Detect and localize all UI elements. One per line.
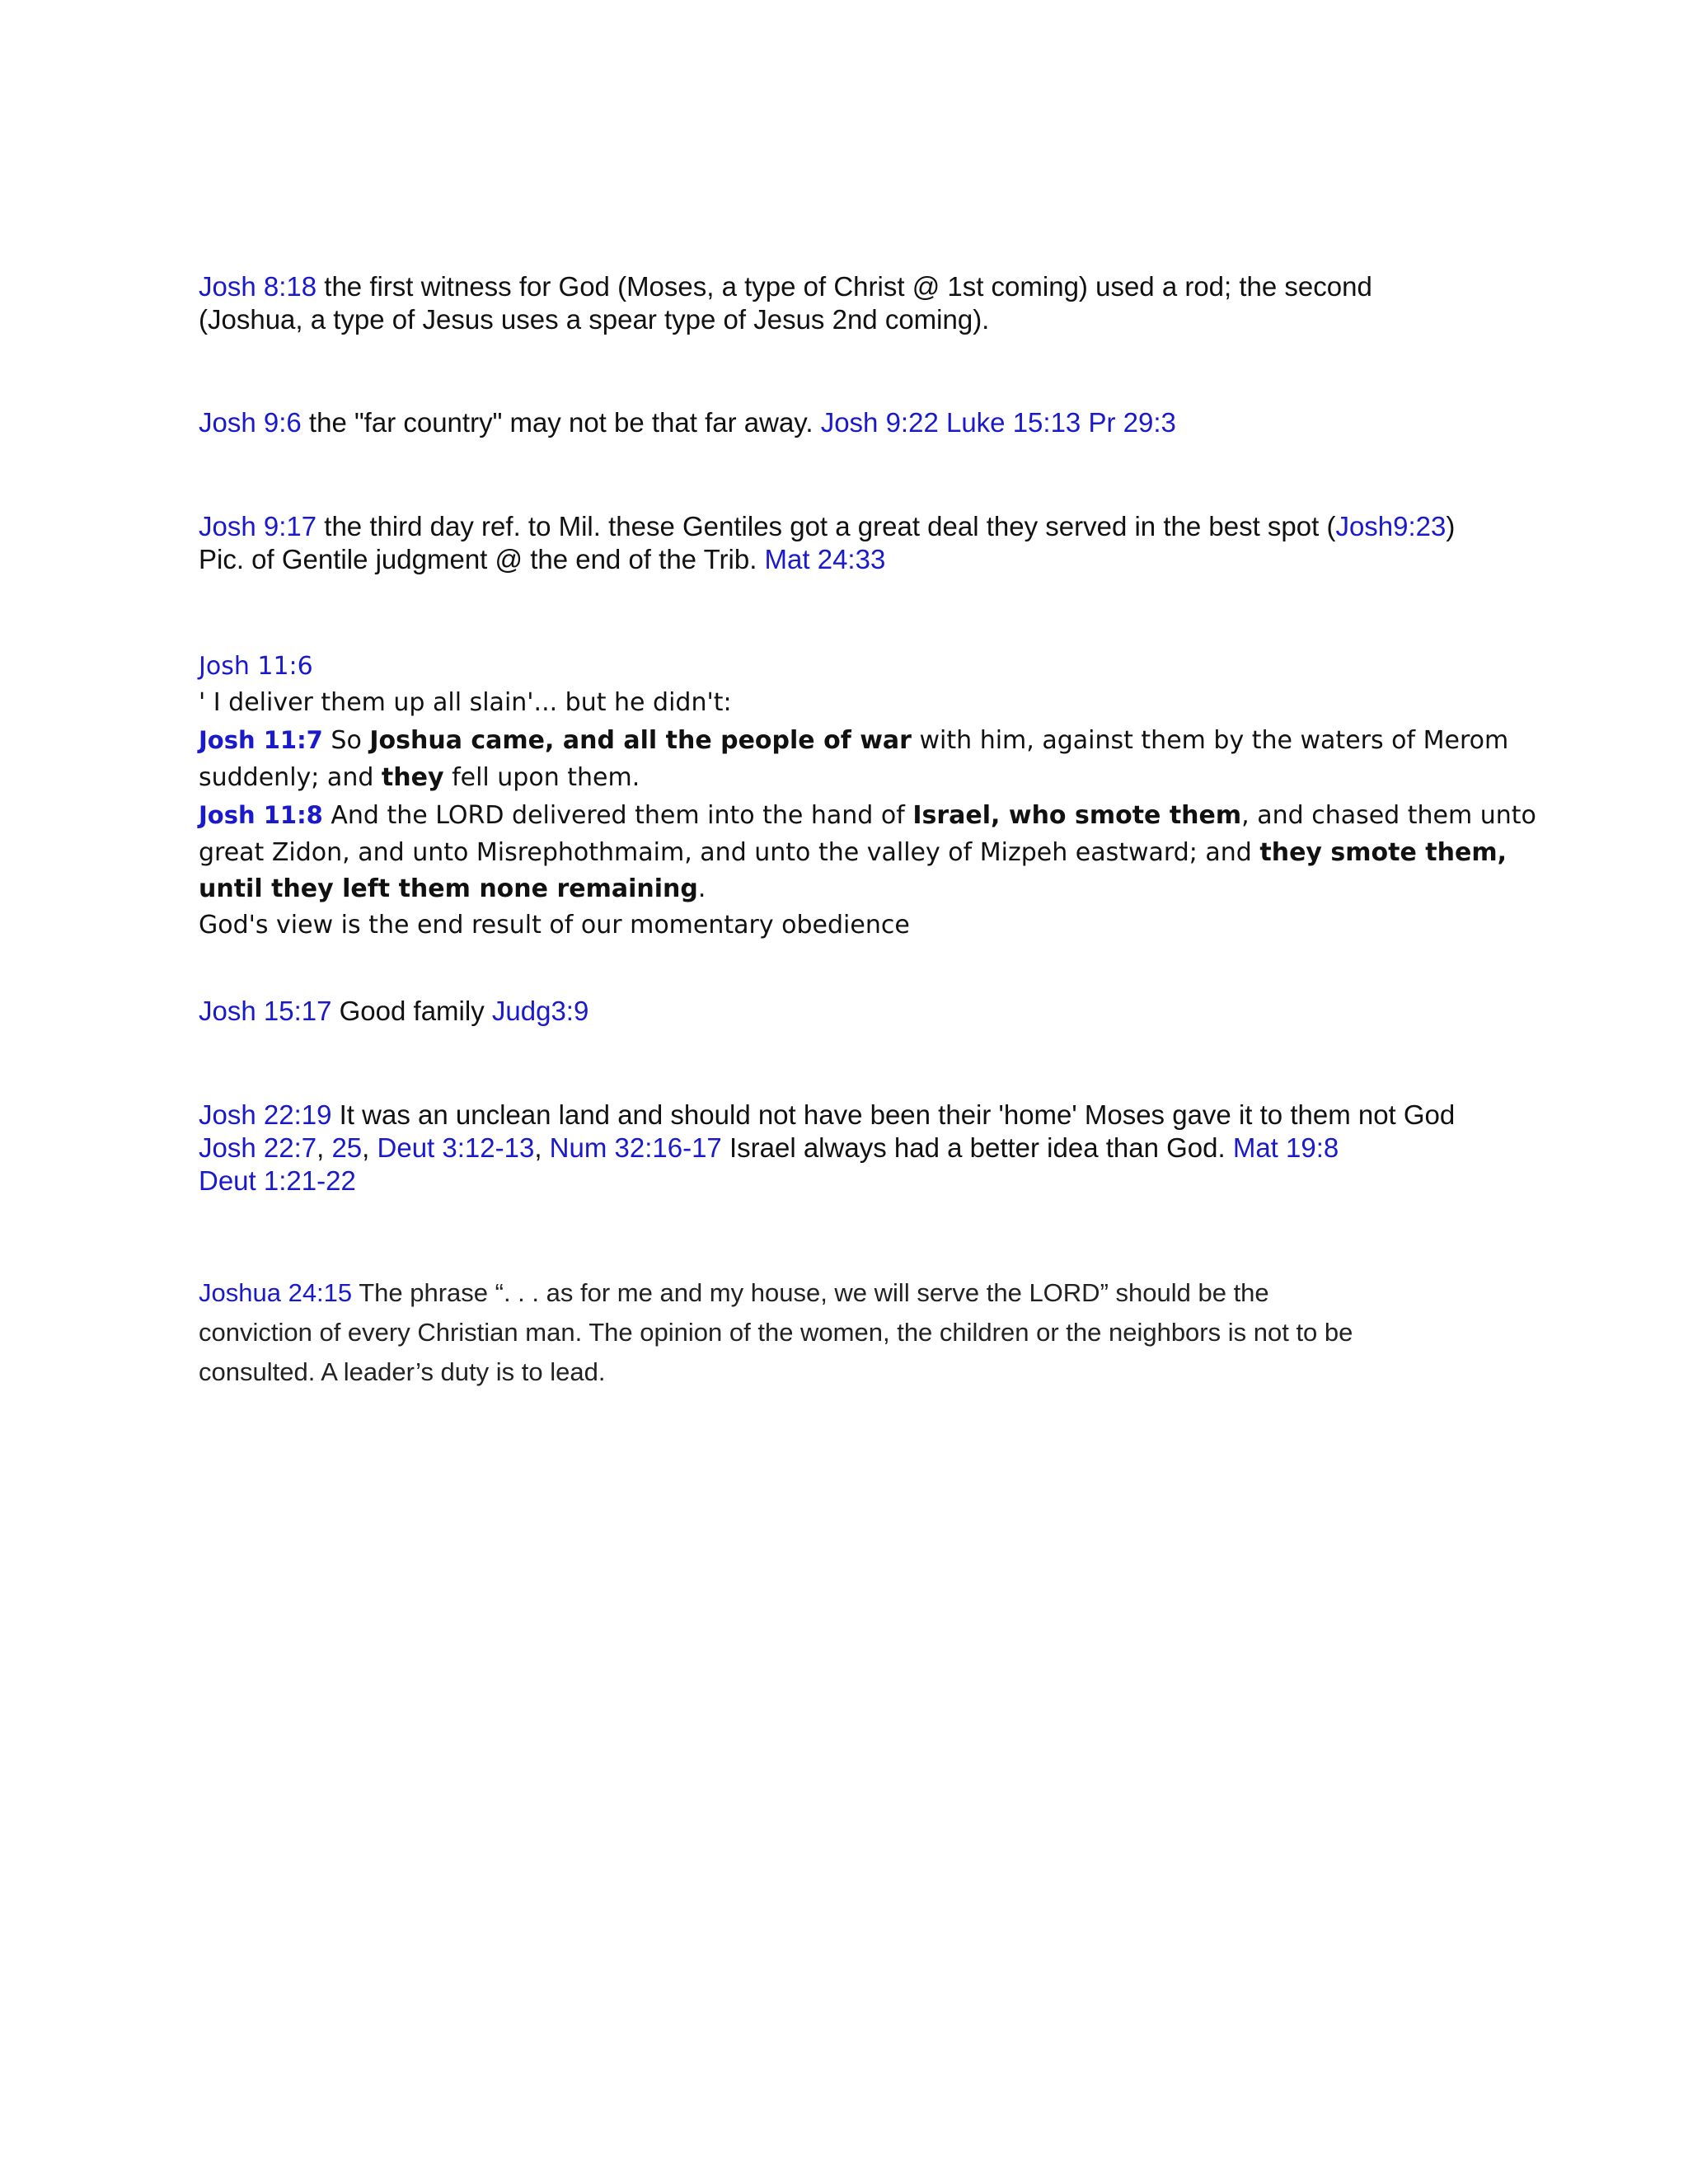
verse-reference-link[interactable]: Josh 22:19 [199, 1099, 332, 1130]
verse-reference-link[interactable]: Josh 9:17 [199, 511, 317, 541]
note-text: It was an unclean land and should not have been their 'home' Moses gave it to them not God [331, 1099, 1456, 1130]
note-text: Good family [331, 996, 492, 1026]
separator-text: , [362, 1132, 377, 1163]
verse-text: fell upon them. [443, 763, 640, 792]
note-line [199, 1132, 1501, 1165]
verse-reference-link[interactable]: Josh 11:8 [199, 801, 323, 829]
note-line [199, 270, 1501, 303]
verse-reference-link[interactable]: Josh 11:6 [199, 652, 313, 681]
verse-text-line [199, 796, 1536, 835]
verse-text: , and chased them unto [1241, 801, 1536, 830]
note-text: Pic. of Gentile judgment @ the end of the Trib. [199, 544, 765, 574]
verse-text-line [199, 871, 1501, 907]
verse-text: . [697, 874, 706, 903]
note-text: ) [1446, 511, 1456, 541]
note-line [199, 1273, 1501, 1313]
verse-text: So [322, 726, 370, 755]
note-joshua-24-15 [199, 1273, 1501, 1392]
verse-text-line [199, 835, 1507, 871]
note-line [199, 406, 1501, 439]
verse-emphasis: until they left them none remaining [199, 874, 698, 903]
cross-reference-link[interactable]: 25 [331, 1132, 363, 1163]
note-josh-9-17 [199, 510, 1501, 576]
verse-emphasis: they smote them, [1259, 838, 1507, 867]
verse-text-line [199, 760, 1501, 796]
verse-emphasis: Israel, who smote them [912, 801, 1242, 830]
verse-text: with him, against them by the waters of Merom [911, 726, 1509, 755]
separator-text: , [316, 1132, 332, 1163]
cross-reference-links[interactable]: Josh 9:22 Luke 15:13 Pr 29:3 [820, 407, 1176, 438]
verse-text: suddenly; and [199, 763, 382, 792]
verse-reference-link[interactable]: Joshua 24:15 [199, 1278, 353, 1307]
note-josh-15-17 [199, 995, 1501, 1028]
cross-reference-link[interactable]: Josh9:23 [1335, 511, 1447, 541]
verse-text: And the LORD delivered them into the hand of [322, 801, 913, 830]
verse-reference-link[interactable]: Josh 15:17 [199, 996, 332, 1026]
verse-emphasis: Joshua came, and all the people of war [369, 726, 912, 755]
separator-text: , [534, 1132, 550, 1163]
note-josh-9-6 [199, 406, 1501, 439]
note-line [199, 510, 1501, 543]
cross-reference-link[interactable]: Num 32:16-17 [549, 1132, 722, 1163]
note-line [199, 995, 1501, 1028]
note-text: The phrase “. . . as for me and my house, we will serve the LORD” should be the [352, 1278, 1269, 1307]
note-text: the third day ref. to Mil. these Gentiles got a great deal they served in the best spot ( [316, 511, 1336, 541]
verse-reference-link[interactable]: Josh 11:7 [199, 726, 323, 754]
note-josh-11-6 [199, 649, 1536, 944]
note-summary: God's view is the end result of our momentary obedience [199, 911, 910, 940]
note-text: the first witness for God (Moses, a type of Christ @ 1st coming) used a rod; the second [316, 271, 1372, 302]
note-josh-22-19 [199, 1099, 1501, 1197]
note-josh-8-18 [199, 270, 1501, 336]
cross-reference-link[interactable]: Josh 22:7 [199, 1132, 317, 1163]
verse-text: great Zidon, and unto Misrephothmaim, and unto the valley of Mizpeh eastward; and [199, 838, 1260, 867]
cross-reference-link[interactable]: Mat 24:33 [764, 544, 886, 574]
note-line [199, 543, 1501, 576]
note-quote: ' I deliver them up all slain'... but he didn't: [199, 688, 732, 717]
note-line [199, 1099, 1501, 1132]
note-text: consulted. A leader’s duty is to lead. [199, 1357, 606, 1386]
cross-reference-link[interactable]: Mat 19:8 [1232, 1132, 1339, 1163]
note-text: (Joshua, a type of Jesus uses a spear type of Jesus 2nd coming). [199, 304, 990, 335]
note-text: the "far country" may not be that far away. [301, 407, 821, 438]
cross-reference-link[interactable]: Judg3:9 [491, 996, 589, 1026]
verse-emphasis: they [381, 763, 444, 792]
verse-reference-link[interactable]: Josh 9:6 [199, 407, 302, 438]
verse-reference-link[interactable]: Josh 8:18 [199, 271, 317, 302]
note-text: conviction of every Christian man. The opinion of the women, the children or the neighbors is not to be [199, 1318, 1353, 1347]
cross-reference-link[interactable]: Deut 1:21-22 [199, 1165, 356, 1196]
note-text: Israel always had a better idea than God. [721, 1132, 1233, 1163]
verse-text-line [199, 721, 1509, 760]
cross-reference-link[interactable]: Deut 3:12-13 [377, 1132, 535, 1163]
